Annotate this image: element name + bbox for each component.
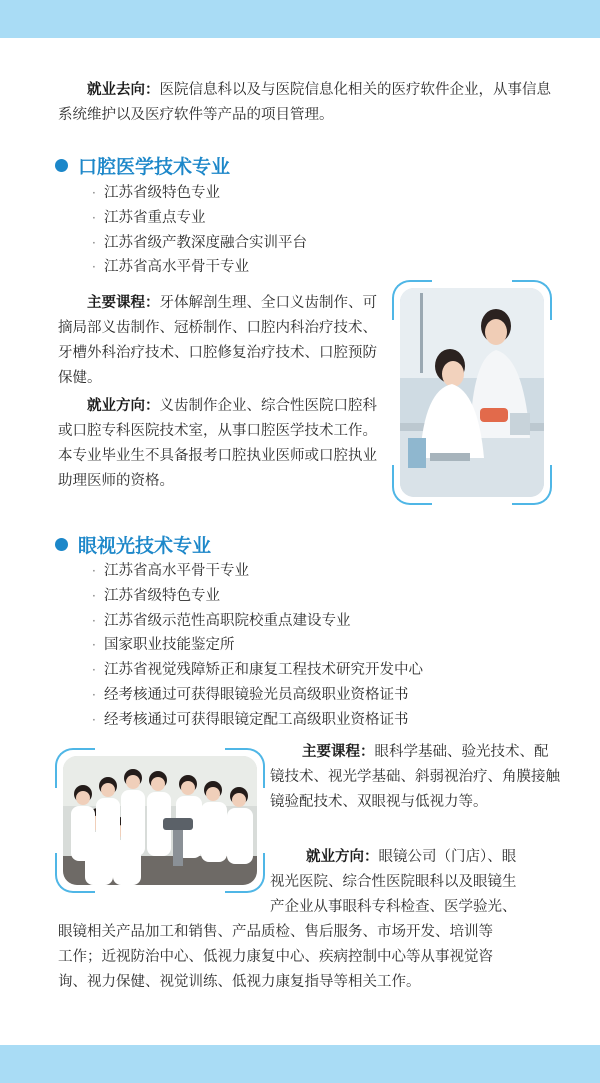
dental-lab-photo: [400, 288, 544, 497]
list-item: · 江苏省高水平骨干专业: [92, 563, 249, 579]
list-item: · 江苏省级产教深度融合实训平台: [92, 234, 307, 251]
job-line: 工作；近视防治中心、低视力康复中心、疾病控制中心等从事视觉咨: [58, 949, 493, 965]
list-item: · 江苏省级示范性高职院校重点建设专业: [92, 612, 351, 629]
job-line: 产企业从事眼科专科检查、医学验光、: [270, 899, 517, 915]
intro-label: 就业去向：: [87, 82, 160, 98]
job-text: 义齿制作企业、综合性医院口腔科或口腔专科医院技术室，从事口腔医学技术工作。本专业毕业生不具备报考口腔执业医师或口腔执业助理医师的资格。: [58, 398, 377, 489]
list-item: · 江苏省高水平骨干专业: [92, 259, 249, 276]
course-label: 主要课程：: [302, 744, 375, 760]
job-label: 就业方向：: [87, 398, 160, 414]
dental-course-paragraph: [58, 291, 388, 391]
job-line: 就业方向：眼镜公司（门店）、眼: [306, 849, 517, 865]
optometry-job-paragraph: [58, 845, 560, 995]
section-title: 眼视光技术专业: [78, 535, 212, 557]
section-title: 口腔医学技术专业: [78, 156, 231, 178]
list-item: · 经考核通过可获得眼镜验光员高级职业资格证书: [92, 686, 409, 703]
list-item: · 江苏省级特色专业: [92, 185, 220, 201]
intro-text: 医院信息科以及与医院信息化相关的医疗软件企业，从事信息系统维护以及医疗软件等产品的项目管理。: [58, 82, 551, 123]
dental-feature-list: [92, 181, 307, 280]
job-line: 眼镜相关产品加工和销售、产品质检、售后服务、市场开发、培训等: [58, 924, 493, 940]
list-item: · 江苏省重点专业: [92, 209, 206, 226]
list-item: · 江苏省级特色专业: [92, 587, 220, 604]
bullet-dot-icon: [55, 159, 68, 172]
course-text: 眼科学基础、验光技术、配镜技术、视光学基础、斜弱视治疗、角膜接触镜验配技术、双眼视与低视力等。: [270, 744, 560, 810]
optometry-feature-list: [92, 559, 423, 733]
bottom-color-band: [0, 1045, 600, 1083]
section-heading-dental: [55, 152, 230, 179]
list-item: · 经考核通过可获得眼镜定配工高级职业资格证书: [92, 711, 409, 728]
top-color-band: [0, 0, 600, 38]
course-text: 牙体解剖生理、全口义齿制作、可摘局部义齿制作、冠桥制作、口腔内科治疗技术、牙槽外科治疗技术、口腔修复治疗技术、口腔预防保健。: [58, 295, 377, 386]
job-label: 就业方向：: [306, 849, 379, 865]
job-line: 询、视力保健、视觉训练、低视力康复指导等相关工作。: [58, 974, 421, 990]
course-label: 主要课程：: [87, 295, 160, 311]
optometry-course-paragraph: [270, 740, 560, 815]
job-line: 视光医院、综合性医院眼科以及眼镜生: [270, 874, 517, 890]
section-heading-optometry: [55, 531, 211, 558]
list-item: · 国家职业技能鉴定所: [92, 637, 235, 654]
bullet-dot-icon: [55, 538, 68, 551]
intro-paragraph: [58, 78, 558, 128]
dental-job-paragraph: [58, 394, 388, 494]
dental-lab-photo-frame: [392, 280, 552, 505]
list-item: · 江苏省视觉残障矫正和康复工程技术研究开发中心: [92, 662, 423, 679]
